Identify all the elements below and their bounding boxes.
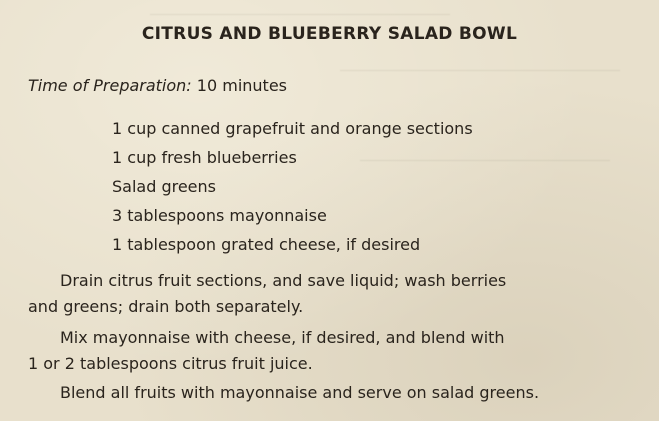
preparation-time-label: Time of Preparation: — [28, 76, 192, 95]
direction-line: Mix mayonnaise with cheese, if desired, and blend with — [60, 328, 505, 347]
direction-line: and greens; drain both separately. — [28, 297, 304, 316]
ingredient-item: Salad greens — [112, 177, 216, 196]
ingredient-item: 3 tablespoons mayonnaise — [112, 206, 327, 225]
direction-line: Blend all fruits with mayonnaise and serve on salad greens. — [60, 383, 540, 402]
ingredient-item: 1 cup fresh blueberries — [112, 148, 297, 167]
ingredient-item: 1 cup canned grapefruit and orange sections — [112, 119, 473, 138]
ingredient-list — [112, 114, 473, 259]
recipe-title: CITRUS AND BLUEBERRY SALAD BOWL — [141, 24, 518, 44]
direction-line: 1 or 2 tablespoons citrus fruit juice. — [28, 354, 313, 373]
preparation-time-value: 10 minutes — [196, 76, 288, 95]
bleed-through-texture — [150, 4, 450, 15]
bleed-through-texture — [340, 60, 620, 71]
ingredient-item: 1 tablespoon grated cheese, if desired — [112, 235, 421, 254]
preparation-time — [28, 76, 287, 95]
direction-line: Drain citrus fruit sections, and save liquid; wash berries — [60, 271, 507, 290]
